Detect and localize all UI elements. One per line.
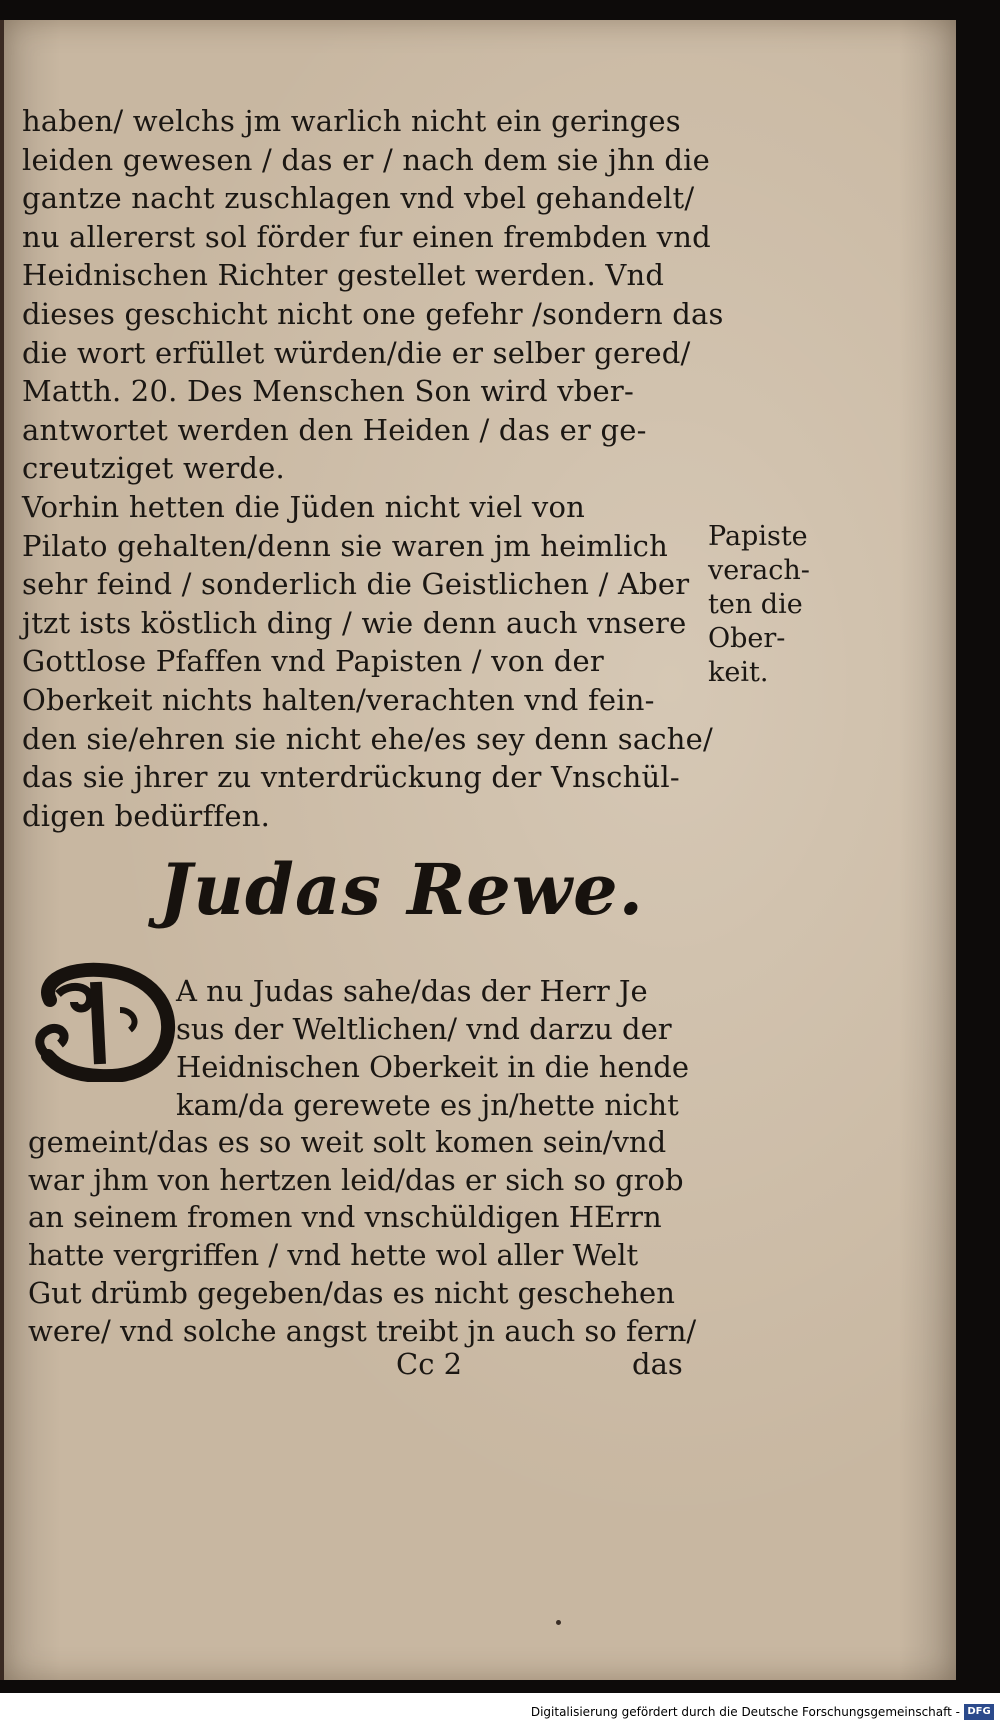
text-line: kam/da gerewete es jn/hette nicht — [176, 1088, 679, 1122]
text-line: were/ vnd solche angst treibt jn auch so fern/ — [28, 1313, 697, 1348]
funding-credit: Digitalisierung gefördert durch die Deutsche Forschungsgemeinschaft - — [530, 1705, 960, 1719]
text-line: Pilato gehalten/denn sie waren jm heimlich — [22, 528, 668, 563]
marginal-note-line: ten die — [708, 589, 803, 620]
text-line: antwortet werden den Heiden / das er ge- — [22, 412, 647, 447]
text-line: gantze nacht zuschlagen vnd vbel gehandelt/ — [22, 181, 695, 216]
dfg-logo-icon: DFG — [964, 1704, 994, 1720]
text-line: Oberkeit nichts halten/verachten vnd fein- — [22, 682, 655, 717]
text-line: die wort erfüllet würden/die er selber gered/ — [22, 335, 691, 370]
text-line: Heidnischen Oberkeit in die hende — [176, 1050, 689, 1084]
text-line: A nu Judas sahe/das der Herr Je — [176, 974, 648, 1008]
marginal-note-line: Ober- — [708, 623, 786, 654]
text-line: war jhm von hertzen leid/das er sich so grob — [28, 1162, 684, 1197]
text-line: jtzt ists köstlich ding / wie denn auch vnsere — [22, 605, 687, 640]
text-line: an seinem fromen vnd vnschüldigen HErrn — [28, 1200, 662, 1235]
text-line: creutziget werde. — [22, 451, 285, 486]
section-heading: Judas Rewe. — [159, 848, 644, 931]
book-page — [4, 20, 956, 1680]
text-line: den sie/ehren sie nicht ehe/es sey denn sache/ — [22, 721, 713, 756]
decorated-initial — [30, 960, 178, 1082]
text-line: hatte vergriffen / vnd hette wol aller Welt — [28, 1238, 639, 1273]
text-line: dieses geschicht nicht one gefehr /sondern das — [22, 296, 724, 331]
text-line: das sie jhrer zu vnterdrückung der Vnschül- — [22, 760, 680, 795]
paragraph-1 — [22, 102, 724, 835]
text-line: Gottlose Pfaffen vnd Papisten / von der — [22, 644, 604, 679]
marginal-note-line: Papiste — [708, 521, 808, 552]
text-line: Gut drümb gegeben/das es nicht geschehen — [28, 1275, 675, 1310]
text-line: gemeint/das es so weit solt komen sein/vnd — [28, 1125, 667, 1159]
text-line: Matth. 20. Des Menschen Son wird vber- — [22, 374, 634, 409]
text-line: sus der Weltlichen/ vnd darzu der — [176, 1012, 672, 1046]
paragraph-2-opening — [176, 972, 696, 1124]
paper-speck — [556, 1620, 561, 1625]
text-line: nu allererst sol förder fur einen frembden vnd — [22, 219, 711, 254]
catchword: das — [632, 1347, 683, 1381]
marginal-note-line: verach- — [708, 555, 810, 586]
marginal-note — [708, 520, 848, 690]
paragraph-2-body — [28, 1124, 708, 1350]
text-line: leiden gewesen / das er / nach dem sie jhn die — [22, 142, 711, 177]
text-line: haben/ welchs jm warlich nicht ein geringes — [22, 104, 681, 138]
signature-mark: Cc 2 — [396, 1347, 463, 1381]
marginal-note-line: keit. — [708, 657, 769, 688]
text-line: Vorhin hetten die Jüden nicht viel von — [22, 489, 585, 524]
text-line: sehr feind / sonderlich die Geistlichen / Aber — [22, 567, 690, 602]
text-line: digen bedürffen. — [22, 798, 271, 833]
text-line: Heidnischen Richter gestellet werden. Vnd — [22, 258, 665, 293]
